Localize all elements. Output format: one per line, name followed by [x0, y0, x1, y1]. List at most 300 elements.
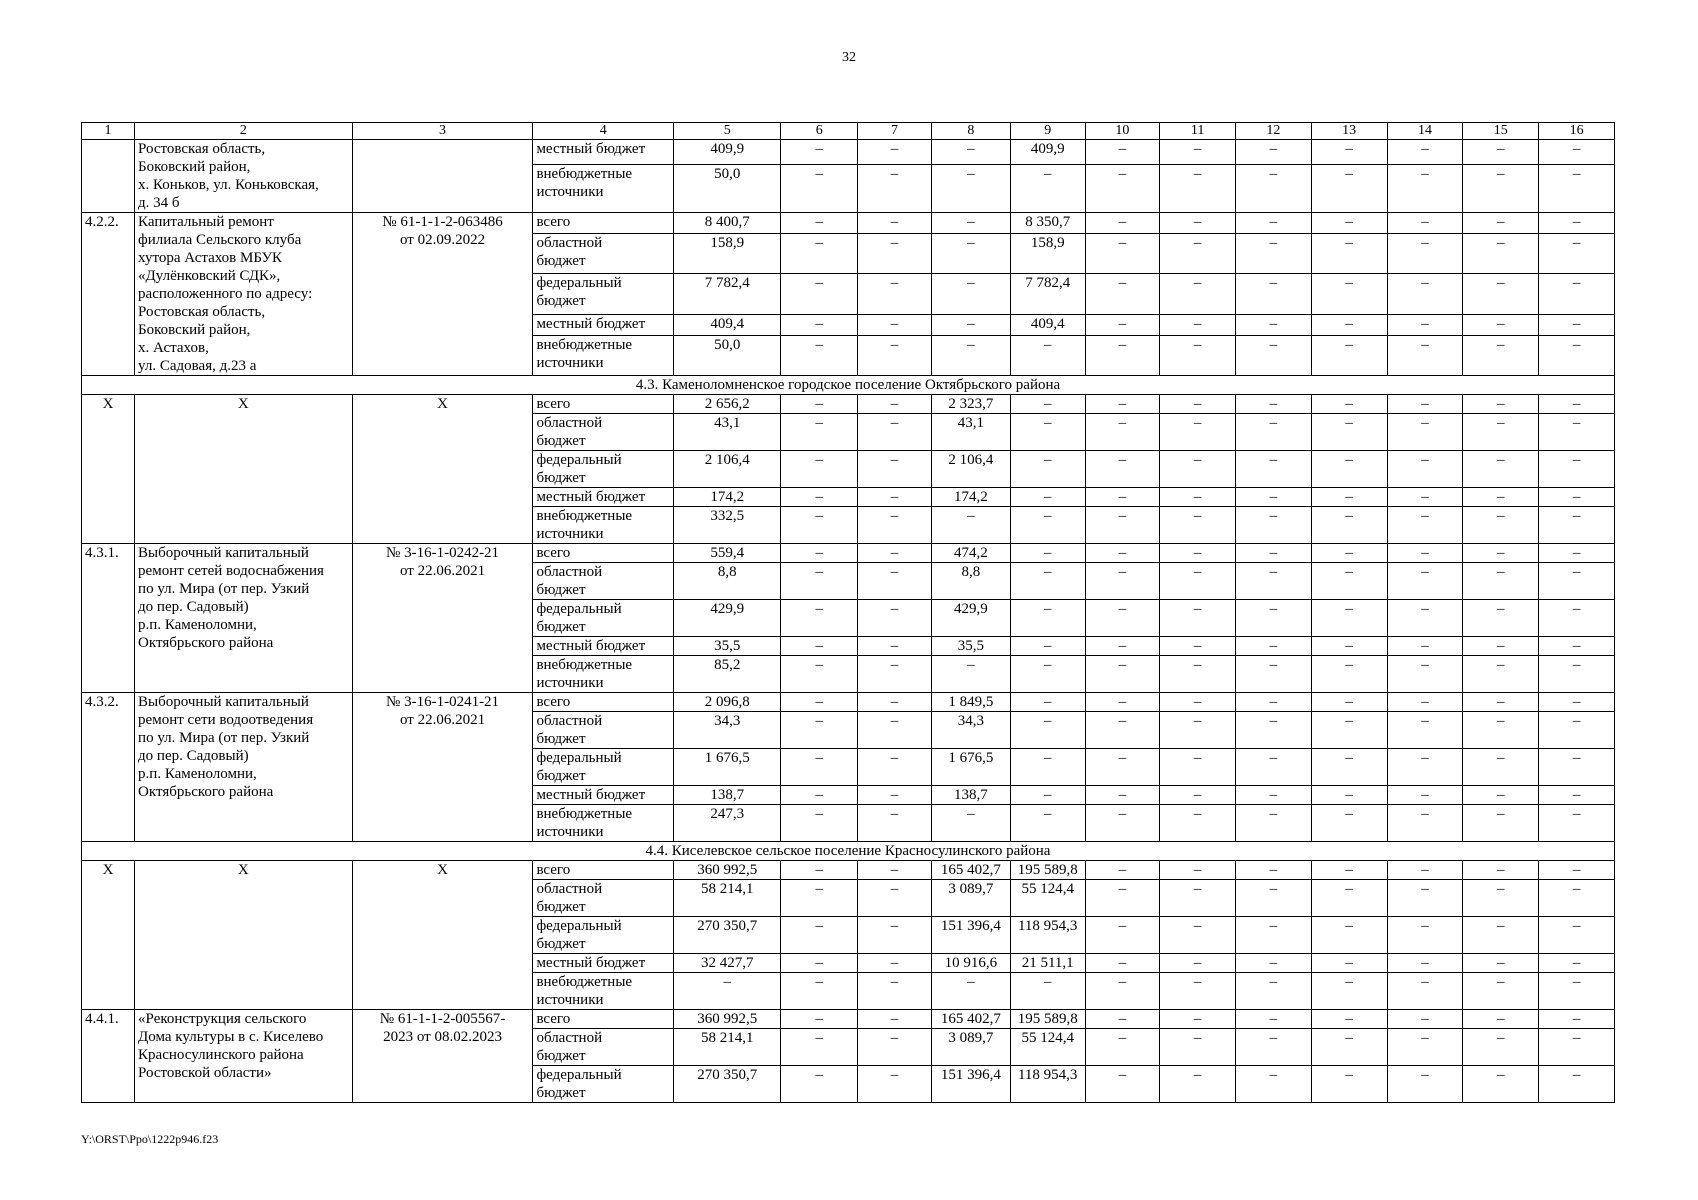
- funding-source-cell: областной бюджет: [533, 880, 674, 917]
- value-cell: –: [1311, 544, 1387, 563]
- item-number-cell: X: [82, 861, 135, 1010]
- value-cell: –: [1311, 749, 1387, 786]
- value-cell: –: [1311, 861, 1387, 880]
- section-row: [82, 842, 1615, 861]
- header-cell-2: 2: [135, 123, 353, 140]
- value-cell: –: [1311, 335, 1387, 376]
- value-cell: –: [1160, 880, 1236, 917]
- value-cell: –: [1010, 712, 1085, 749]
- value-cell: –: [1539, 314, 1615, 335]
- value-cell: –: [1160, 954, 1236, 973]
- value-cell: –: [781, 233, 858, 273]
- value-cell: 55 124,4: [1010, 1029, 1085, 1066]
- value-cell: –: [1160, 656, 1236, 693]
- funding-source-cell: местный бюджет: [533, 488, 674, 507]
- value-cell: 3 089,7: [931, 880, 1010, 917]
- value-cell: –: [1010, 544, 1085, 563]
- value-cell: 138,7: [674, 786, 781, 805]
- funding-source-cell: федеральный бюджет: [533, 1066, 674, 1103]
- value-cell: –: [1539, 1010, 1615, 1029]
- value-cell: –: [1387, 414, 1463, 451]
- value-cell: –: [858, 880, 932, 917]
- value-cell: –: [1236, 600, 1312, 637]
- value-cell: –: [781, 600, 858, 637]
- value-cell: –: [858, 544, 932, 563]
- value-cell: 8 400,7: [674, 213, 781, 234]
- value-cell: –: [1236, 1010, 1312, 1029]
- value-cell: –: [1311, 140, 1387, 165]
- value-cell: –: [1010, 335, 1085, 376]
- value-cell: 195 589,8: [1010, 1010, 1085, 1029]
- value-cell: –: [1160, 917, 1236, 954]
- value-cell: –: [781, 488, 858, 507]
- value-cell: –: [1387, 693, 1463, 712]
- funding-source-cell: местный бюджет: [533, 314, 674, 335]
- value-cell: 50,0: [674, 335, 781, 376]
- value-cell: –: [1539, 749, 1615, 786]
- value-cell: –: [1311, 693, 1387, 712]
- document-number-cell: № 3-16-1-0242-21 от 22.06.2021: [352, 544, 533, 693]
- value-cell: –: [1311, 1066, 1387, 1103]
- value-cell: 35,5: [674, 637, 781, 656]
- value-cell: –: [1311, 233, 1387, 273]
- value-cell: –: [781, 507, 858, 544]
- value-cell: –: [1463, 600, 1539, 637]
- value-cell: –: [1463, 314, 1539, 335]
- value-cell: –: [858, 917, 932, 954]
- value-cell: –: [1463, 140, 1539, 165]
- value-cell: –: [1236, 213, 1312, 234]
- value-cell: –: [1010, 600, 1085, 637]
- value-cell: –: [858, 786, 932, 805]
- value-cell: 165 402,7: [931, 1010, 1010, 1029]
- value-cell: –: [1085, 749, 1160, 786]
- value-cell: –: [1236, 749, 1312, 786]
- value-cell: –: [1387, 1066, 1463, 1103]
- value-cell: –: [1236, 233, 1312, 273]
- value-cell: –: [1387, 637, 1463, 656]
- value-cell: –: [1160, 637, 1236, 656]
- value-cell: –: [1010, 488, 1085, 507]
- value-cell: –: [1236, 335, 1312, 376]
- value-cell: 10 916,6: [931, 954, 1010, 973]
- value-cell: –: [1236, 274, 1312, 314]
- value-cell: –: [1160, 451, 1236, 488]
- funding-source-cell: всего: [533, 861, 674, 880]
- item-number-cell: 4.3.1.: [82, 544, 135, 693]
- value-cell: –: [1236, 507, 1312, 544]
- item-name-cell: «Реконструкция сельского Дома культуры в с. Киселево Красносулинского района Ростовской области»: [135, 1010, 353, 1103]
- value-cell: –: [858, 954, 932, 973]
- value-cell: –: [1539, 880, 1615, 917]
- header-cell-16: 16: [1539, 123, 1615, 140]
- value-cell: –: [1539, 861, 1615, 880]
- value-cell: –: [858, 637, 932, 656]
- value-cell: –: [1539, 213, 1615, 234]
- funding-source-cell: внебюджетные источники: [533, 164, 674, 212]
- value-cell: –: [858, 395, 932, 414]
- funding-source-cell: внебюджетные источники: [533, 805, 674, 842]
- value-cell: –: [858, 656, 932, 693]
- value-cell: –: [781, 544, 858, 563]
- value-cell: –: [1463, 414, 1539, 451]
- value-cell: –: [1311, 563, 1387, 600]
- value-cell: 1 676,5: [674, 749, 781, 786]
- value-cell: –: [858, 507, 932, 544]
- value-cell: –: [858, 274, 932, 314]
- value-cell: –: [1085, 693, 1160, 712]
- value-cell: –: [1236, 637, 1312, 656]
- value-cell: –: [781, 1029, 858, 1066]
- section-title: 4.3. Каменоломненское городское поселение Октябрьского района: [82, 376, 1615, 395]
- funding-source-cell: федеральный бюджет: [533, 600, 674, 637]
- value-cell: –: [1085, 786, 1160, 805]
- value-cell: –: [1160, 507, 1236, 544]
- table-row: [82, 1010, 1615, 1029]
- value-cell: –: [1010, 786, 1085, 805]
- funding-source-cell: внебюджетные источники: [533, 507, 674, 544]
- header-cell-10: 10: [1085, 123, 1160, 140]
- header-cell-9: 9: [1010, 123, 1085, 140]
- value-cell: –: [931, 213, 1010, 234]
- value-cell: –: [1085, 233, 1160, 273]
- value-cell: –: [1085, 1010, 1160, 1029]
- value-cell: –: [858, 563, 932, 600]
- value-cell: –: [1539, 335, 1615, 376]
- value-cell: –: [1387, 805, 1463, 842]
- value-cell: –: [1387, 563, 1463, 600]
- document-number-cell: X: [352, 395, 533, 544]
- value-cell: –: [1539, 1029, 1615, 1066]
- budget-table: [81, 122, 1615, 1103]
- value-cell: –: [1311, 274, 1387, 314]
- value-cell: 43,1: [931, 414, 1010, 451]
- value-cell: –: [1387, 335, 1463, 376]
- value-cell: 8,8: [674, 563, 781, 600]
- value-cell: –: [1236, 880, 1312, 917]
- value-cell: –: [1085, 395, 1160, 414]
- value-cell: –: [1463, 274, 1539, 314]
- value-cell: –: [1160, 805, 1236, 842]
- value-cell: 247,3: [674, 805, 781, 842]
- header-cell-13: 13: [1311, 123, 1387, 140]
- value-cell: –: [1236, 805, 1312, 842]
- table-row: [82, 213, 1615, 234]
- value-cell: –: [781, 917, 858, 954]
- value-cell: 360 992,5: [674, 861, 781, 880]
- value-cell: –: [1311, 213, 1387, 234]
- value-cell: 409,9: [674, 140, 781, 165]
- value-cell: –: [931, 656, 1010, 693]
- value-cell: –: [858, 140, 932, 165]
- value-cell: –: [1463, 693, 1539, 712]
- value-cell: –: [858, 414, 932, 451]
- value-cell: –: [1463, 656, 1539, 693]
- value-cell: –: [1085, 954, 1160, 973]
- funding-source-cell: внебюджетные источники: [533, 335, 674, 376]
- funding-source-cell: федеральный бюджет: [533, 274, 674, 314]
- value-cell: –: [1160, 563, 1236, 600]
- value-cell: –: [1160, 544, 1236, 563]
- value-cell: –: [1311, 395, 1387, 414]
- value-cell: –: [1085, 544, 1160, 563]
- value-cell: –: [1463, 395, 1539, 414]
- funding-source-cell: федеральный бюджет: [533, 749, 674, 786]
- value-cell: –: [1085, 451, 1160, 488]
- value-cell: –: [931, 274, 1010, 314]
- value-cell: –: [781, 563, 858, 600]
- funding-source-cell: внебюджетные источники: [533, 973, 674, 1010]
- value-cell: –: [1010, 395, 1085, 414]
- item-name-cell: X: [135, 395, 353, 544]
- value-cell: –: [858, 314, 932, 335]
- value-cell: –: [1463, 1029, 1539, 1066]
- header-cell-1: 1: [82, 123, 135, 140]
- funding-source-cell: всего: [533, 395, 674, 414]
- value-cell: –: [1311, 600, 1387, 637]
- value-cell: –: [1085, 861, 1160, 880]
- document-number-cell: № 61-1-1-2-005567- 2023 от 08.02.2023: [352, 1010, 533, 1103]
- value-cell: –: [1463, 712, 1539, 749]
- value-cell: –: [1085, 488, 1160, 507]
- value-cell: –: [1311, 954, 1387, 973]
- value-cell: 151 396,4: [931, 917, 1010, 954]
- value-cell: –: [1085, 712, 1160, 749]
- value-cell: –: [1463, 917, 1539, 954]
- value-cell: –: [1311, 805, 1387, 842]
- value-cell: –: [1160, 414, 1236, 451]
- value-cell: 409,9: [1010, 140, 1085, 165]
- value-cell: –: [1160, 1029, 1236, 1066]
- value-cell: –: [781, 395, 858, 414]
- value-cell: 21 511,1: [1010, 954, 1085, 973]
- funding-source-cell: внебюджетные источники: [533, 656, 674, 693]
- value-cell: –: [1311, 488, 1387, 507]
- value-cell: –: [1539, 164, 1615, 212]
- funding-source-cell: всего: [533, 213, 674, 234]
- funding-source-cell: местный бюджет: [533, 637, 674, 656]
- table-row: [82, 395, 1615, 414]
- value-cell: –: [1463, 880, 1539, 917]
- value-cell: –: [1160, 600, 1236, 637]
- value-cell: –: [858, 213, 932, 234]
- value-cell: –: [1236, 395, 1312, 414]
- value-cell: –: [1311, 917, 1387, 954]
- header-cell-6: 6: [781, 123, 858, 140]
- value-cell: –: [1539, 395, 1615, 414]
- value-cell: –: [1311, 164, 1387, 212]
- value-cell: 55 124,4: [1010, 880, 1085, 917]
- value-cell: 174,2: [674, 488, 781, 507]
- value-cell: –: [1463, 451, 1539, 488]
- value-cell: –: [1236, 712, 1312, 749]
- value-cell: –: [781, 414, 858, 451]
- value-cell: –: [781, 693, 858, 712]
- value-cell: 58 214,1: [674, 1029, 781, 1066]
- value-cell: –: [1539, 600, 1615, 637]
- value-cell: –: [1236, 314, 1312, 335]
- value-cell: –: [1085, 973, 1160, 1010]
- table-row: [82, 544, 1615, 563]
- value-cell: –: [1160, 749, 1236, 786]
- value-cell: –: [781, 314, 858, 335]
- value-cell: 1 676,5: [931, 749, 1010, 786]
- value-cell: –: [931, 140, 1010, 165]
- value-cell: 35,5: [931, 637, 1010, 656]
- value-cell: –: [1160, 274, 1236, 314]
- value-cell: –: [781, 973, 858, 1010]
- value-cell: –: [1387, 213, 1463, 234]
- value-cell: –: [1160, 213, 1236, 234]
- value-cell: –: [1160, 140, 1236, 165]
- value-cell: –: [1463, 233, 1539, 273]
- value-cell: –: [781, 335, 858, 376]
- value-cell: –: [1236, 451, 1312, 488]
- value-cell: –: [858, 164, 932, 212]
- value-cell: –: [858, 973, 932, 1010]
- funding-source-cell: областной бюджет: [533, 563, 674, 600]
- value-cell: –: [1539, 233, 1615, 273]
- value-cell: –: [1010, 973, 1085, 1010]
- value-cell: –: [858, 1029, 932, 1066]
- value-cell: –: [1463, 749, 1539, 786]
- value-cell: –: [1463, 335, 1539, 376]
- value-cell: –: [1387, 507, 1463, 544]
- value-cell: 429,9: [931, 600, 1010, 637]
- value-cell: –: [1010, 693, 1085, 712]
- value-cell: –: [781, 1066, 858, 1103]
- header-cell-15: 15: [1463, 123, 1539, 140]
- value-cell: –: [1539, 805, 1615, 842]
- value-cell: –: [1236, 917, 1312, 954]
- value-cell: 332,5: [674, 507, 781, 544]
- value-cell: –: [1236, 1066, 1312, 1103]
- item-number-cell: 4.4.1.: [82, 1010, 135, 1103]
- value-cell: –: [1311, 786, 1387, 805]
- value-cell: –: [1085, 335, 1160, 376]
- section-row: [82, 376, 1615, 395]
- value-cell: –: [931, 805, 1010, 842]
- value-cell: –: [1539, 693, 1615, 712]
- value-cell: –: [1387, 749, 1463, 786]
- item-number-cell: 4.2.2.: [82, 213, 135, 376]
- header-cell-4: 4: [533, 123, 674, 140]
- value-cell: –: [1387, 1029, 1463, 1066]
- value-cell: –: [1010, 563, 1085, 600]
- value-cell: 270 350,7: [674, 1066, 781, 1103]
- value-cell: –: [931, 335, 1010, 376]
- value-cell: –: [858, 1066, 932, 1103]
- value-cell: –: [781, 637, 858, 656]
- value-cell: –: [1010, 414, 1085, 451]
- table-row: [82, 861, 1615, 880]
- value-cell: –: [1085, 140, 1160, 165]
- file-path: Y:\ORST\Ppo\1222p946.f23: [81, 1132, 219, 1146]
- value-cell: –: [781, 1010, 858, 1029]
- value-cell: 7 782,4: [674, 274, 781, 314]
- value-cell: –: [1463, 1010, 1539, 1029]
- value-cell: –: [1463, 954, 1539, 973]
- value-cell: –: [1539, 637, 1615, 656]
- value-cell: –: [1387, 973, 1463, 1010]
- value-cell: 559,4: [674, 544, 781, 563]
- value-cell: –: [1236, 973, 1312, 1010]
- value-cell: 158,9: [674, 233, 781, 273]
- value-cell: 195 589,8: [1010, 861, 1085, 880]
- header-cell-3: 3: [352, 123, 533, 140]
- value-cell: –: [1311, 712, 1387, 749]
- value-cell: 85,2: [674, 656, 781, 693]
- value-cell: –: [781, 164, 858, 212]
- value-cell: –: [781, 805, 858, 842]
- value-cell: –: [1160, 712, 1236, 749]
- value-cell: –: [1539, 274, 1615, 314]
- value-cell: –: [1236, 656, 1312, 693]
- value-cell: –: [1010, 805, 1085, 842]
- value-cell: –: [1311, 656, 1387, 693]
- value-cell: –: [1311, 314, 1387, 335]
- value-cell: –: [1387, 880, 1463, 917]
- value-cell: –: [1160, 1066, 1236, 1103]
- value-cell: –: [1463, 164, 1539, 212]
- value-cell: –: [1085, 314, 1160, 335]
- value-cell: –: [1160, 335, 1236, 376]
- value-cell: 43,1: [674, 414, 781, 451]
- value-cell: –: [781, 140, 858, 165]
- value-cell: –: [1236, 954, 1312, 973]
- item-number-cell: X: [82, 395, 135, 544]
- value-cell: –: [1387, 786, 1463, 805]
- value-cell: –: [1387, 600, 1463, 637]
- value-cell: –: [1236, 544, 1312, 563]
- value-cell: –: [781, 712, 858, 749]
- value-cell: 158,9: [1010, 233, 1085, 273]
- section-title: 4.4. Киселевское сельское поселение Красносулинского района: [82, 842, 1615, 861]
- value-cell: 138,7: [931, 786, 1010, 805]
- value-cell: –: [858, 693, 932, 712]
- funding-source-cell: областной бюджет: [533, 1029, 674, 1066]
- value-cell: –: [1236, 140, 1312, 165]
- value-cell: –: [1387, 917, 1463, 954]
- value-cell: –: [1160, 861, 1236, 880]
- value-cell: –: [1160, 786, 1236, 805]
- value-cell: –: [1387, 488, 1463, 507]
- value-cell: –: [1311, 507, 1387, 544]
- value-cell: –: [1085, 164, 1160, 212]
- value-cell: –: [931, 507, 1010, 544]
- value-cell: –: [1539, 973, 1615, 1010]
- value-cell: –: [1539, 140, 1615, 165]
- value-cell: –: [1160, 314, 1236, 335]
- value-cell: –: [1311, 1029, 1387, 1066]
- value-cell: –: [1236, 693, 1312, 712]
- value-cell: –: [1387, 233, 1463, 273]
- value-cell: 409,4: [1010, 314, 1085, 335]
- value-cell: –: [931, 164, 1010, 212]
- funding-source-cell: областной бюджет: [533, 712, 674, 749]
- value-cell: 409,4: [674, 314, 781, 335]
- value-cell: 1 849,5: [931, 693, 1010, 712]
- value-cell: –: [781, 213, 858, 234]
- value-cell: 474,2: [931, 544, 1010, 563]
- value-cell: –: [1010, 507, 1085, 544]
- header-cell-7: 7: [858, 123, 932, 140]
- value-cell: 50,0: [674, 164, 781, 212]
- value-cell: –: [1085, 805, 1160, 842]
- item-name-cell: Ростовская область, Боковский район, х. Коньков, ул. Коньковская, д. 34 б: [135, 140, 353, 213]
- value-cell: –: [1387, 395, 1463, 414]
- item-name-cell: X: [135, 861, 353, 1010]
